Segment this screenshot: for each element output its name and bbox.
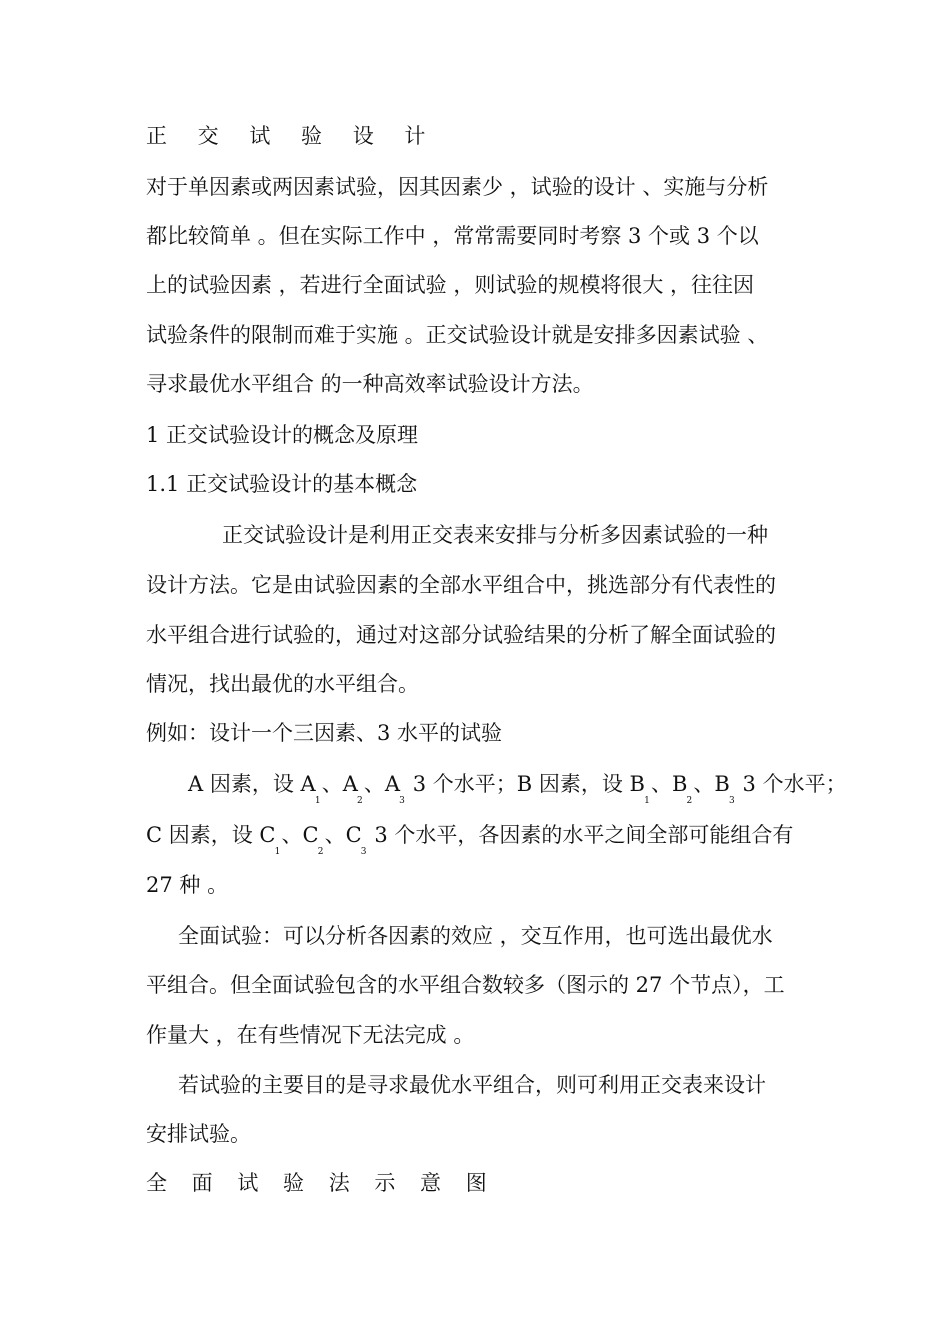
symbol-a: A [342, 772, 358, 796]
factor-c-lead: C 因素，设 [146, 823, 260, 847]
subscript-b2: 2 [686, 796, 693, 806]
combination-count: 27 种 。 [146, 873, 229, 897]
section-heading-1-1: 1.1 正交试验设计的基本概念 [146, 472, 418, 496]
concept-line-1: 正交试验设计是利用正交表来安排与分析多因素试验的一种 [222, 523, 768, 547]
separator: 、 [324, 823, 346, 847]
symbol-c: C [302, 823, 319, 847]
intro-line-5: 寻求最优水平组合 的一种高效率试验设计方法。 [146, 372, 594, 396]
section-heading-1: 1 正交试验设计的概念及原理 [146, 423, 419, 447]
concept-line-4: 情况，找出最优的水平组合。 [146, 672, 419, 696]
full-test-line-2: 平组合。但全面试验包含的水平组合数较多（图示的 27 个节点），工 [146, 973, 785, 997]
full-test-line-1: 全面试验：可以分析各因素的效应 ，交互作用，也可选出最优水 [178, 924, 773, 948]
separator: 、 [363, 772, 385, 796]
symbol-a: A [300, 772, 316, 796]
symbol-b: B [629, 772, 645, 796]
separator: 、 [321, 772, 343, 796]
factor-c-line [146, 821, 794, 857]
subscript-c1: 1 [274, 847, 281, 857]
intro-line-4: 试验条件的限制而难于实施 。正交试验设计就是安排多因素试验 、 [146, 323, 769, 347]
subscript-a3: 3 [399, 796, 405, 806]
intro-line-3: 上的试验因素 ，若进行全面试验 ，则试验的规模将很大 ，往往因 [146, 273, 755, 297]
intro-line-1: 对于单因素或两因素试验，因其因素少 ，试验的设计 、实施与分析 [146, 175, 769, 199]
separator: 、 [650, 772, 672, 796]
symbol-b: B [714, 772, 730, 796]
figure-caption: 全 面 试 验 法 示 意 图 [146, 1171, 496, 1195]
subscript-c2: 2 [317, 847, 324, 857]
subscript-b3: 3 [728, 796, 735, 806]
intro-line-2: 都比较简单 。但在实际工作中 ，常常需要同时考察 3 个或 3 个以 [146, 224, 759, 248]
symbol-c: C [259, 823, 276, 847]
separator: 、 [281, 823, 303, 847]
concept-line-3: 水平组合进行试验的，通过对这部分试验结果的分析了解全面试验的 [146, 623, 776, 647]
factor-c-tail: 3 个水平，各因素的水平之间全部可能组合有 [367, 823, 794, 847]
example-intro: 例如：设计一个三因素、3 水平的试验 [146, 721, 503, 745]
subscript-c3: 3 [360, 847, 367, 857]
subscript-a1: 1 [314, 796, 321, 806]
orthogonal-line-2: 安排试验。 [146, 1122, 251, 1146]
factor-a-lead: A 因素，设 [188, 772, 301, 796]
subscript-b1: 1 [644, 796, 650, 806]
factor-ab-line [188, 770, 847, 806]
separator: 、 [693, 772, 715, 796]
orthogonal-line-1: 若试验的主要目的是寻求最优水平组合，则可利用正交表来设计 [178, 1073, 766, 1097]
symbol-c: C [345, 823, 362, 847]
concept-line-2: 设计方法。它是由试验因素的全部水平组合中，挑选部分有代表性的 [146, 573, 776, 597]
factor-b-tail: 3 个水平； [735, 772, 847, 796]
subscript-a2: 2 [357, 796, 363, 806]
symbol-a: A [384, 772, 401, 796]
symbol-b: B [671, 772, 688, 796]
document-title: 正 交 试 验 设 计 [146, 124, 438, 148]
factor-a-tail: 3 个水平；B 因素，设 [406, 772, 630, 796]
full-test-line-3: 作量大 ，在有些情况下无法完成 。 [146, 1023, 475, 1047]
